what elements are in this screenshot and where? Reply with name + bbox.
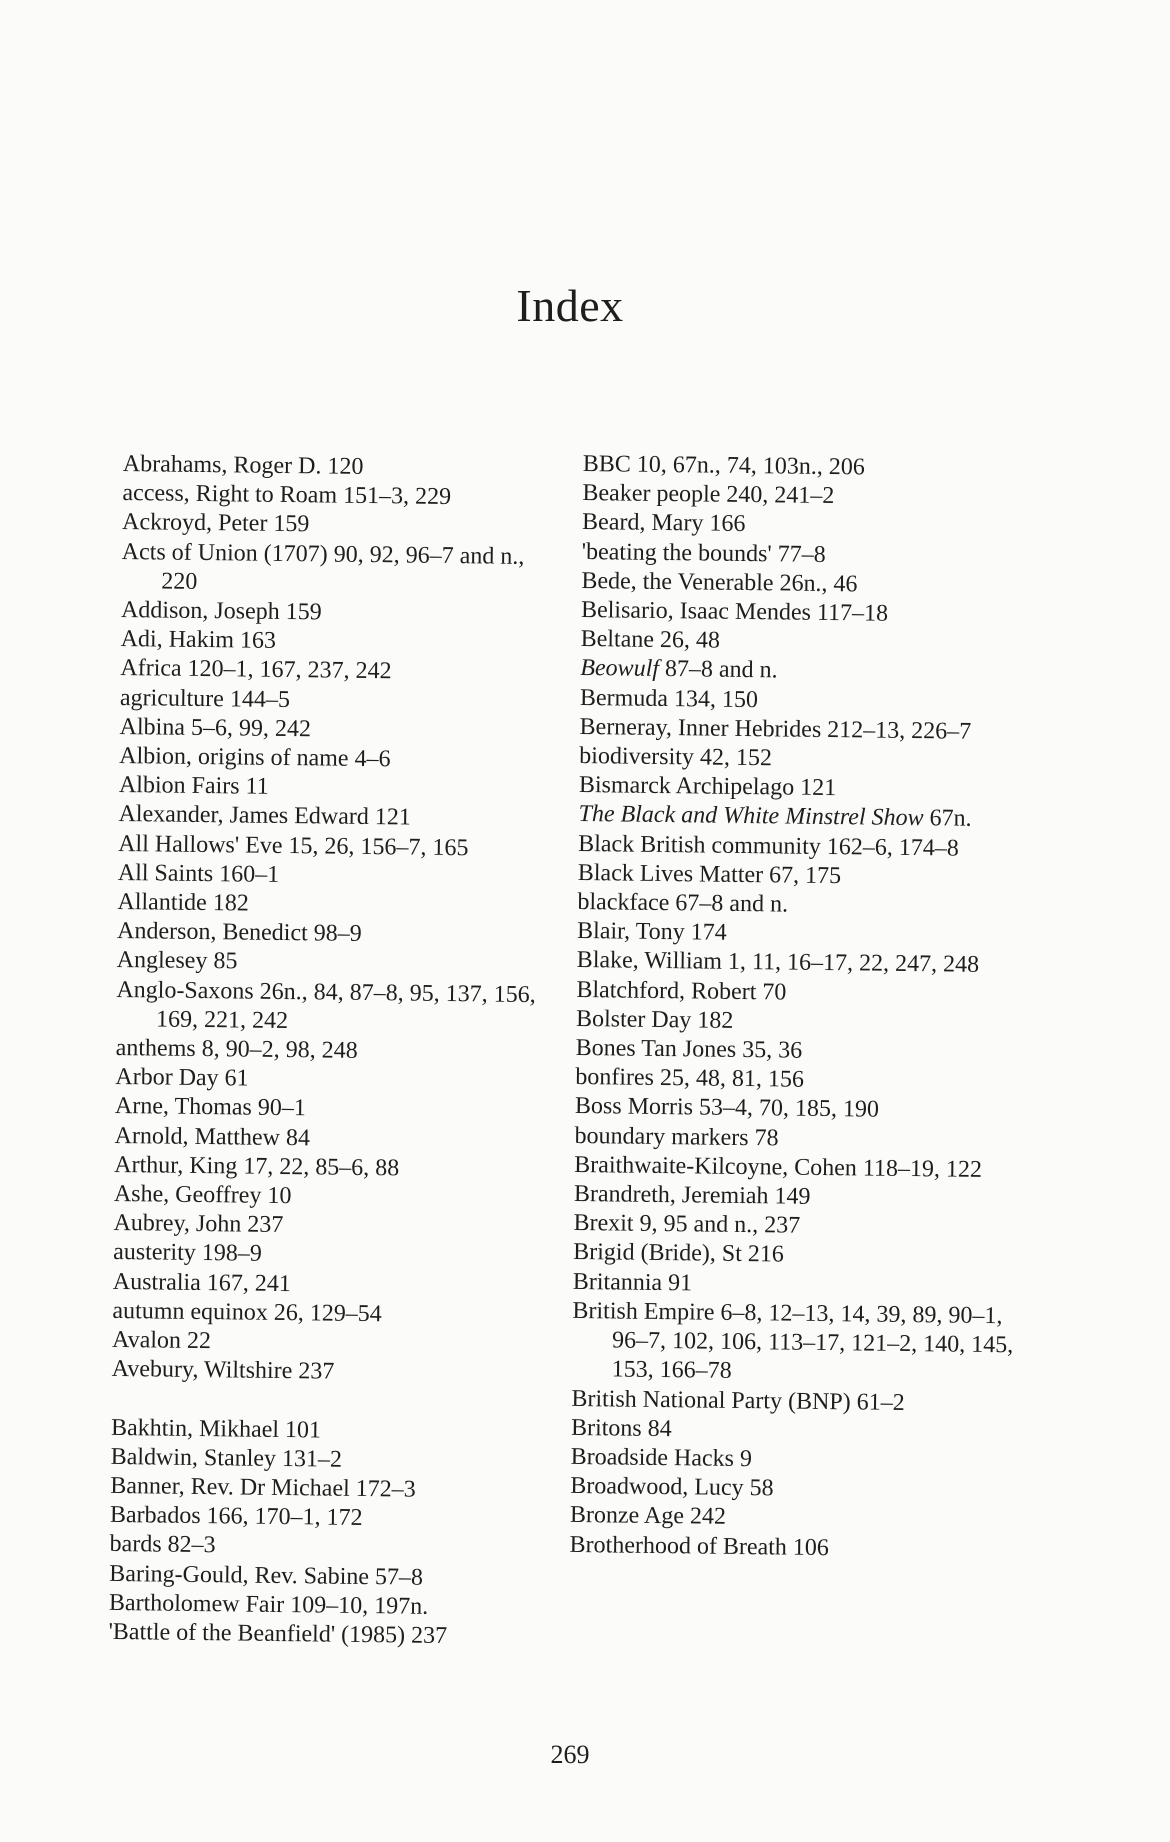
index-entry: Albion, origins of name 4–6: [119, 743, 391, 773]
index-entry: British National Party (BNP) 61–2: [571, 1385, 905, 1416]
entry-title-italic: Beowulf: [580, 655, 660, 683]
index-entry: Brandreth, Jeremiah 149: [573, 1181, 811, 1210]
index-entry: Black British community 162–6, 174–8: [578, 830, 959, 862]
index-entry: 'beating the bounds' 77–8: [581, 538, 826, 568]
index-entry: Arnold, Matthew 84: [114, 1122, 311, 1152]
index-entry: Anderson, Benedict 98–9: [116, 918, 362, 948]
index-entry: Brigid (Bride), St 216: [573, 1239, 784, 1268]
index-entry: Aubrey, John 237: [113, 1210, 284, 1239]
index-entry: Blake, William 1, 11, 16–17, 22, 247, 248: [576, 947, 980, 979]
index-entry: Barbados 166, 170–1, 172: [109, 1502, 363, 1532]
page-title: Index: [516, 279, 624, 331]
entry-pages: 87–8 and n.: [664, 656, 778, 684]
index-entry: Boss Morris 53–4, 70, 185, 190: [574, 1093, 880, 1124]
index-entry: Bakhtin, Mikhael 101: [110, 1414, 322, 1443]
index-entry: blackface 67–8 and n.: [577, 889, 789, 918]
index-entry: BBC 10, 67n., 74, 103n., 206: [582, 450, 865, 481]
index-column-left: [108, 450, 563, 1652]
index-entry: Bede, the Venerable 26n., 46: [581, 567, 858, 598]
index-entry: Baldwin, Stanley 131–2: [110, 1443, 343, 1473]
index-entry: anthems 8, 90–2, 98, 248: [115, 1035, 358, 1064]
index-entry: Britannia 91: [572, 1268, 693, 1297]
entry-pages: 67n.: [929, 805, 972, 833]
index-entry: Anglo-Saxons 26n., 84, 87–8, 95, 137, 156, 169, 221, 242: [116, 976, 536, 1034]
index-entry: Black Lives Matter 67, 175: [577, 859, 842, 890]
index-entry: Adi, Hakim 163: [120, 626, 277, 655]
index-entry: All Saints 160–1: [117, 859, 280, 888]
index-entry: austerity 198–9: [113, 1239, 262, 1268]
index-entry: Britons 84: [570, 1414, 672, 1442]
index-entry: Bermuda 134, 150: [579, 684, 759, 713]
index-entry: Avalon 22: [111, 1327, 212, 1355]
index-entry: bonfires 25, 48, 81, 156: [575, 1064, 805, 1094]
index-entry: Belisario, Isaac Mendes 117–18: [580, 597, 889, 627]
index-entry: Beaker people 240, 241–2: [582, 480, 835, 510]
index-entry: Blair, Tony 174: [576, 918, 727, 947]
index-entry: biodiversity 42, 152: [579, 743, 773, 772]
index-entry: Australia 167, 241: [112, 1268, 291, 1297]
index-entry: Abrahams, Roger D. 120: [122, 450, 364, 480]
index-entry: Addison, Joseph 159: [120, 597, 322, 626]
index-entry: Broadside Hacks 9: [570, 1443, 753, 1473]
index-entry: Avebury, Wiltshire 237: [111, 1356, 335, 1385]
index-entry: Blatchford, Robert 70: [576, 976, 787, 1006]
index-entry: Arne, Thomas 90–1: [114, 1093, 306, 1122]
index-entry: Banner, Rev. Dr Michael 172–3: [110, 1472, 416, 1503]
index-entry: Alexander, James Edward 121: [118, 801, 411, 831]
index-entry: Broadwood, Lucy 58: [570, 1473, 774, 1502]
index-entry: Bartholomew Fair 109–10, 197n.: [108, 1589, 429, 1620]
index-entry: Arbor Day 61: [115, 1064, 249, 1092]
index-entry: Bolster Day 182: [575, 1005, 734, 1034]
index-entry: Ashe, Geoffrey 10: [113, 1181, 292, 1210]
index-entry: bards 82–3: [109, 1531, 216, 1559]
index-entry: Baring-Gould, Rev. Sabine 57–8: [109, 1560, 424, 1591]
index-entry: Brexit 9, 95 and n., 237: [573, 1210, 801, 1239]
index-entry: autumn equinox 26, 129–54: [112, 1297, 382, 1328]
index-entry: Bronze Age 242: [569, 1502, 727, 1531]
index-entry: boundary markers 78: [574, 1122, 779, 1152]
index-entry: Bones Tan Jones 35, 36: [575, 1035, 803, 1064]
index-entry: Braithwaite-Kilcoyne, Cohen 118–19, 122: [574, 1151, 983, 1183]
index-entry: access, Right to Roam 151–3, 229: [122, 480, 452, 511]
index-column-right: [569, 450, 1043, 1565]
index-entry: Arthur, King 17, 22, 85–6, 88: [114, 1151, 400, 1182]
index-entry: Anglesey 85: [116, 947, 238, 975]
index-entry: British Empire 6–8, 12–13, 14, 39, 89, 90–1, 96–7, 102, 106, 113–17, 121–2, 140, 145, 153, 166–78: [572, 1297, 1014, 1385]
index-entry: Beltane 26, 48: [580, 626, 721, 654]
index-entry: Beard, Mary 166: [581, 509, 746, 538]
index-entry: Allantide 182: [117, 889, 249, 917]
index-entry: agriculture 144–5: [119, 684, 291, 713]
index-entry: Albina 5–6, 99, 242: [119, 713, 312, 743]
index-entry: Albion Fairs 11: [118, 772, 269, 801]
index-entry: Brotherhood of Breath 106: [569, 1531, 830, 1561]
index-entry: 'Battle of the Beanfield' (1985) 237: [108, 1618, 448, 1649]
entry-title-italic: The Black and White Minstrel Show: [578, 801, 924, 832]
page-number: 269: [550, 1740, 590, 1769]
index-entry: Ackroyd, Peter 159: [121, 509, 310, 538]
index-entry: Acts of Union (1707) 90, 92, 96–7 and n., 220: [121, 538, 525, 595]
index-entry: Africa 120–1, 167, 237, 242: [120, 655, 392, 685]
index-entry: All Hallows' Eve 15, 26, 156–7, 165: [118, 830, 469, 861]
index-entry: Berneray, Inner Hebrides 212–13, 226–7: [579, 713, 972, 745]
index-entry: Bismarck Archipelago 121: [578, 772, 837, 802]
